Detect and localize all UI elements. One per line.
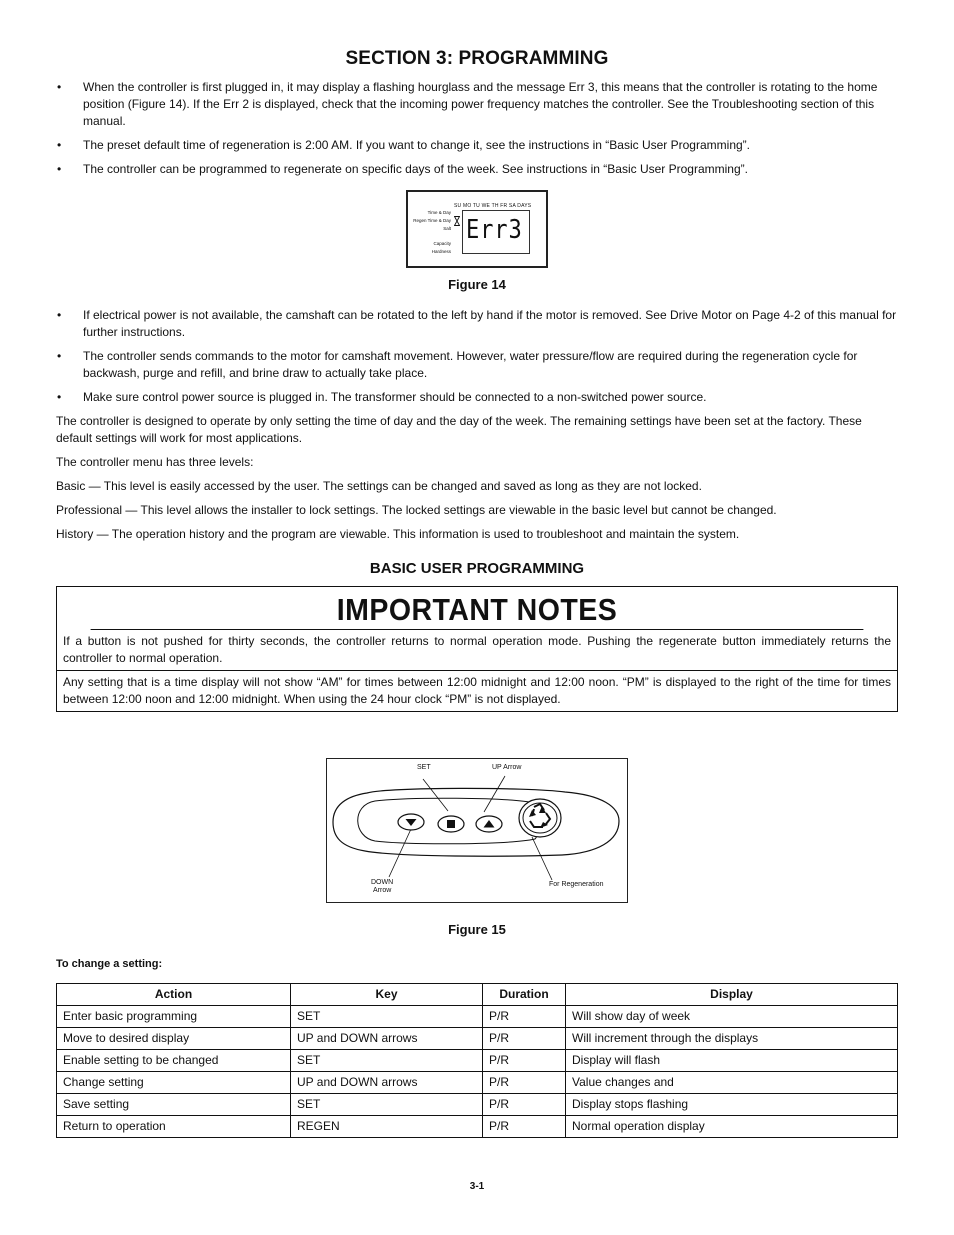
table-row xyxy=(57,1028,898,1050)
table-cell: Will show day of week xyxy=(566,1006,898,1028)
lcd-error-text: Err3 xyxy=(466,215,523,245)
list-item: • Make sure control power source is plugged in. The transformer should be connected to a non-switched power source. xyxy=(56,389,898,406)
list-item: • The preset default time of regeneration is 2:00 AM. If you want to change it, see the instructions in “Basic User Programming”. xyxy=(56,137,898,154)
table-cell: Value changes and xyxy=(566,1072,898,1094)
table-cell: Return to operation xyxy=(57,1116,291,1138)
square-set-icon xyxy=(437,815,465,833)
table-cell: Change setting xyxy=(57,1072,291,1094)
figure-caption: Figure 15 xyxy=(448,922,506,937)
day-label: SA xyxy=(508,203,516,209)
table-cell: Will increment through the displays xyxy=(566,1028,898,1050)
lcd-label: Time & Day xyxy=(427,210,451,215)
regen-button[interactable] xyxy=(517,797,563,839)
notes-row: If a button is not pushed for thirty seconds, the controller returns to normal operation mode. Pushing the regenerate button immediately returns the controller to normal operation. xyxy=(57,630,897,671)
day-label: SU xyxy=(454,203,462,209)
regen-label: For Regeneration xyxy=(549,881,604,888)
paragraph: The controller menu has three levels: xyxy=(56,455,254,469)
table-cell: Save setting xyxy=(57,1094,291,1116)
hourglass-icon xyxy=(454,214,460,231)
bullet-list-top xyxy=(56,79,898,178)
paragraph: Professional — This level allows the installer to lock settings. The locked settings are viewable in the basic level but cannot be changed. xyxy=(56,503,777,517)
table-cell: REGEN xyxy=(291,1116,483,1138)
lcd-label: Capacity xyxy=(433,241,451,246)
day-label: FR xyxy=(500,203,508,209)
table-cell: Enter basic programming xyxy=(57,1006,291,1028)
up-arrow-label: UP Arrow xyxy=(492,764,522,771)
lcd-display xyxy=(406,190,548,268)
day-label: TH xyxy=(491,203,499,209)
bullet-list-mid xyxy=(56,307,898,406)
table-cell: SET xyxy=(291,1006,483,1028)
table-row xyxy=(57,1050,898,1072)
lcd-label: Regen Time & Day xyxy=(413,218,451,223)
notes-title: IMPORTANT NOTES xyxy=(91,587,864,630)
up-arrow-button[interactable] xyxy=(475,815,503,833)
day-label: MO xyxy=(462,203,472,209)
table-cell: UP and DOWN arrows xyxy=(291,1028,483,1050)
table-cell: Normal operation display xyxy=(566,1116,898,1138)
down-label-line: Arrow xyxy=(373,887,392,894)
paragraph: History — The operation history and the program are viewable. This information is used to troubleshoot and maintain the system. xyxy=(56,527,740,541)
table-header-row xyxy=(57,984,898,1006)
basic-programming-heading: BASIC USER PROGRAMMING xyxy=(369,560,585,577)
important-notes-box xyxy=(56,586,898,712)
table-row xyxy=(57,1006,898,1028)
list-item: • The controller sends commands to the motor for camshaft movement. However, water pressure/flow are required during the regeneration cycle for backwash, purge and refill, and brine draw to actually take place. xyxy=(56,348,898,382)
down-arrow-icon xyxy=(397,813,425,831)
figure-14 xyxy=(56,190,898,293)
table-cell: P/R xyxy=(483,1050,566,1072)
table-cell: SET xyxy=(291,1050,483,1072)
table-cell: P/R xyxy=(483,1094,566,1116)
list-item: • The controller can be programmed to regenerate on specific days of the week. See instructions in “Basic User Programming”. xyxy=(56,161,898,178)
table-cell: SET xyxy=(291,1094,483,1116)
table-cell: P/R xyxy=(483,1028,566,1050)
lcd-side-labels xyxy=(413,209,451,256)
lcd-day-row xyxy=(454,202,531,210)
table-row xyxy=(57,1116,898,1138)
lcd-label: Salt xyxy=(443,226,451,231)
page-content xyxy=(56,50,898,1138)
down-arrow-button[interactable] xyxy=(397,813,425,831)
paragraph: The controller is designed to operate by only setting the time of day and the day of the week. The remaining settings have been set at the factory. These default settings will work for most applications. xyxy=(56,414,862,445)
column-header: Display xyxy=(566,984,898,1006)
figure-15-control-panel xyxy=(326,758,628,903)
column-header: Duration xyxy=(483,984,566,1006)
table-cell: Display stops flashing xyxy=(566,1094,898,1116)
change-setting-label: To change a setting: xyxy=(56,958,163,970)
list-item: • When the controller is first plugged in, it may display a flashing hourglass and the message Err 3, this means that the controller is rotating to the home position (Figure 14). If the Err 2 is displayed, check that the incoming power frequency matches the controller. See the Troubleshooting section of this manual. xyxy=(56,79,898,130)
table-row xyxy=(57,1094,898,1116)
column-header: Key xyxy=(291,984,483,1006)
programming-table xyxy=(56,983,898,1138)
table-cell: Move to desired display xyxy=(57,1028,291,1050)
table-cell: Enable setting to be changed xyxy=(57,1050,291,1072)
set-button[interactable] xyxy=(437,815,465,833)
day-label: WE xyxy=(481,203,491,209)
notes-row: Any setting that is a time display will not show “AM” for times between 12:00 midnight and 12:00 noon. “PM” is displayed to the right of the time for times between 12:00 noon and 12:00 midnight. When using the 24 hour clock “PM” is not displayed. xyxy=(63,675,891,706)
table-cell: P/R xyxy=(483,1072,566,1094)
section-title: SECTION 3: PROGRAMMING xyxy=(345,48,609,69)
table-cell: P/R xyxy=(483,1006,566,1028)
page-number: 3-1 xyxy=(469,1181,485,1192)
down-arrow-label xyxy=(371,879,393,895)
up-arrow-icon xyxy=(475,815,503,833)
day-label: TU xyxy=(472,203,480,209)
down-label-line: DOWN xyxy=(371,879,394,886)
table-row xyxy=(57,1072,898,1094)
table-cell: Display will flash xyxy=(566,1050,898,1072)
figure-caption: Figure 14 xyxy=(448,277,506,292)
recycle-icon xyxy=(517,797,563,839)
table-cell: UP and DOWN arrows xyxy=(291,1072,483,1094)
list-item: • If electrical power is not available, the camshaft can be rotated to the left by hand if the motor is removed. See Drive Motor on Page 4-2 of this manual for further instructions. xyxy=(56,307,898,341)
lcd-label: Hardness xyxy=(431,249,451,254)
set-label: SET xyxy=(417,764,431,771)
table-cell: P/R xyxy=(483,1116,566,1138)
paragraph: Basic — This level is easily accessed by the user. The settings can be changed and saved as long as they are not locked. xyxy=(56,479,702,493)
day-label: DAYS xyxy=(517,203,532,209)
column-header: Action xyxy=(57,984,291,1006)
